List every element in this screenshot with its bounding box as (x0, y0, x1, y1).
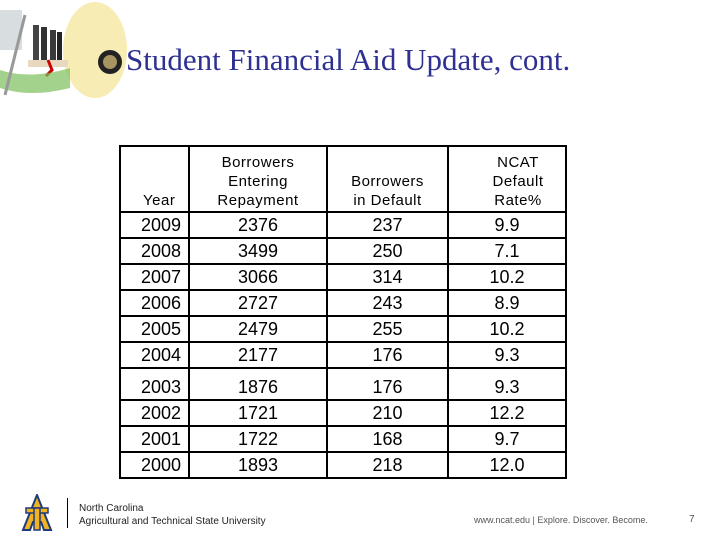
cell-default-rate: 10.2 (448, 264, 566, 290)
table-row (120, 238, 566, 264)
cell-borrowers-in-default: 237 (327, 212, 448, 238)
cell-year: 2003 (120, 368, 189, 400)
slide-title: Student Financial Aid Update, cont. (126, 42, 571, 77)
cell-borrowers-in-default: 314 (327, 264, 448, 290)
cell-borrowers-entering-repayment: 1893 (189, 452, 327, 478)
table-row (120, 342, 566, 368)
cell-year: 2009 (120, 212, 189, 238)
cell-borrowers-in-default: 168 (327, 426, 448, 452)
cell-year: 2004 (120, 342, 189, 368)
cell-borrowers-in-default: 176 (327, 342, 448, 368)
table-row (120, 290, 566, 316)
university-name (79, 502, 266, 528)
cell-borrowers-entering-repayment: 3066 (189, 264, 327, 290)
cell-default-rate: 9.7 (448, 426, 566, 452)
cell-default-rate: 8.9 (448, 290, 566, 316)
header-borrowers-entering-repayment: Borrowers Entering Repayment (189, 146, 327, 212)
cell-year: 2008 (120, 238, 189, 264)
cell-year: 2001 (120, 426, 189, 452)
cell-year: 2006 (120, 290, 189, 316)
header-year: Year (120, 146, 189, 212)
cell-year: 2005 (120, 316, 189, 342)
table-row (120, 316, 566, 342)
footer-tagline: www.ncat.edu | Explore. Discover. Become. (474, 515, 648, 525)
ncat-logo (20, 494, 54, 532)
table-row (120, 452, 566, 478)
cell-borrowers-entering-repayment: 2376 (189, 212, 327, 238)
cell-default-rate: 12.0 (448, 452, 566, 478)
cell-borrowers-in-default: 176 (327, 368, 448, 400)
cell-year: 2002 (120, 400, 189, 426)
cell-default-rate: 9.9 (448, 212, 566, 238)
banner-collage-image (0, 0, 130, 110)
cell-borrowers-entering-repayment: 1876 (189, 368, 327, 400)
university-line-1: North Carolina (79, 503, 144, 514)
header-borrowers-in-default: Borrowers in Default (327, 146, 448, 212)
cell-default-rate: 10.2 (448, 316, 566, 342)
table-row (120, 368, 566, 400)
cell-borrowers-in-default: 250 (327, 238, 448, 264)
cell-year: 2007 (120, 264, 189, 290)
cell-borrowers-entering-repayment: 1721 (189, 400, 327, 426)
cell-borrowers-entering-repayment: 1722 (189, 426, 327, 452)
cell-borrowers-in-default: 243 (327, 290, 448, 316)
financial-aid-table (119, 145, 567, 479)
cell-borrowers-entering-repayment: 3499 (189, 238, 327, 264)
university-line-2: Agricultural and Technical State University (79, 516, 266, 527)
cell-borrowers-entering-repayment: 2177 (189, 342, 327, 368)
cell-default-rate: 7.1 (448, 238, 566, 264)
cell-borrowers-entering-repayment: 2727 (189, 290, 327, 316)
table-row (120, 212, 566, 238)
page-number: 7 (689, 514, 695, 525)
table-row (120, 264, 566, 290)
cell-year: 2000 (120, 452, 189, 478)
header-default-rate: NCAT Default Rate% (448, 146, 566, 212)
table-row (120, 400, 566, 426)
table-row (120, 426, 566, 452)
footer-divider (67, 498, 68, 528)
cell-default-rate: 9.3 (448, 342, 566, 368)
cell-borrowers-in-default: 218 (327, 452, 448, 478)
cell-borrowers-in-default: 210 (327, 400, 448, 426)
cell-default-rate: 9.3 (448, 368, 566, 400)
cell-borrowers-in-default: 255 (327, 316, 448, 342)
cell-borrowers-entering-repayment: 2479 (189, 316, 327, 342)
cell-default-rate: 12.2 (448, 400, 566, 426)
